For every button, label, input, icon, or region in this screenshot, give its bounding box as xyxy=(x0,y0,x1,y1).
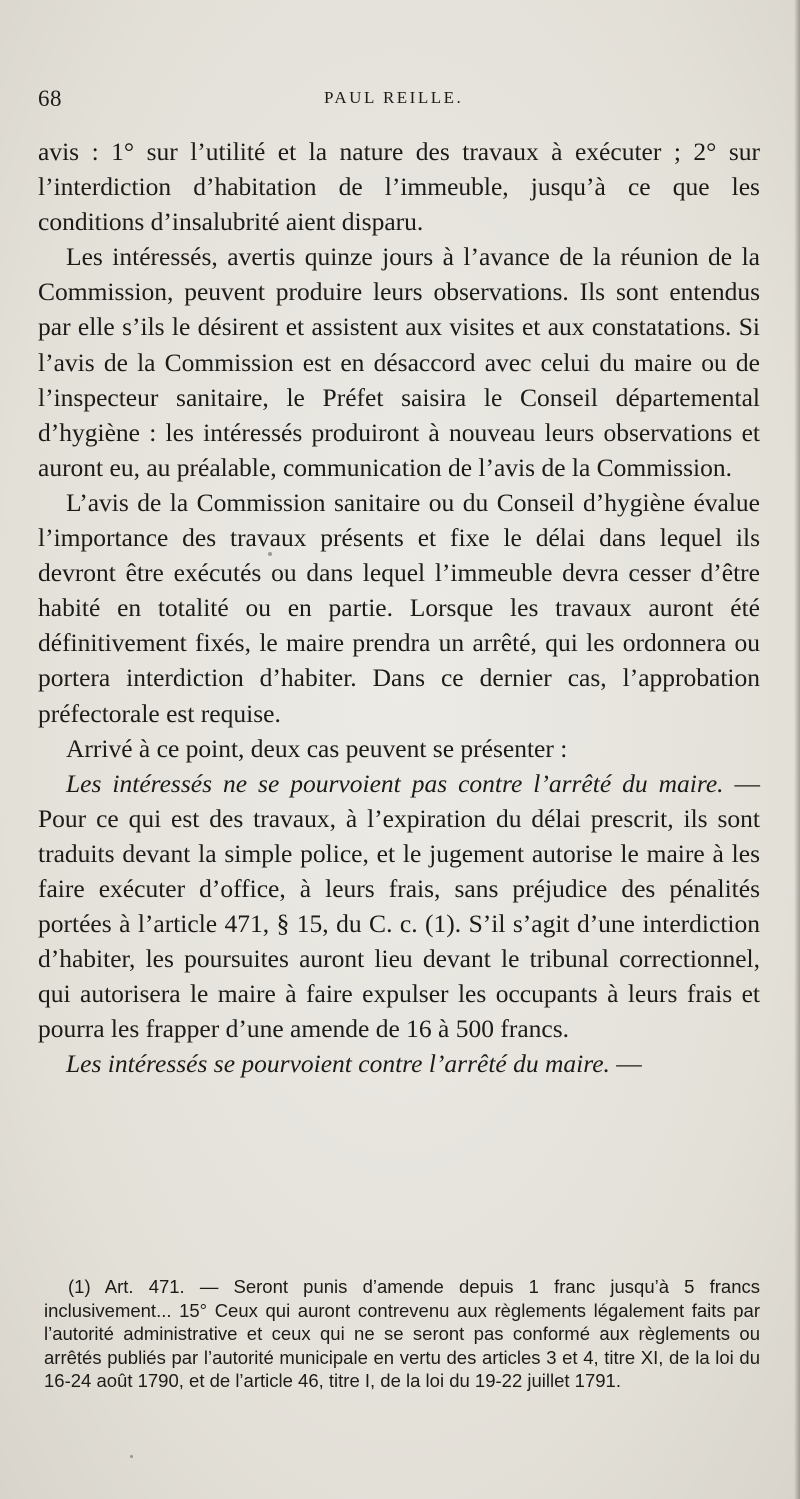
paragraph-6 xyxy=(38,1046,760,1081)
footnotes xyxy=(44,1275,760,1393)
paragraph-6-text: — xyxy=(609,1049,642,1079)
page-header xyxy=(38,86,764,126)
paper-speck xyxy=(268,552,272,556)
paragraph-2: Les intéressés, avertis quinze jours à l’avance de la réunion de la Commission, peuvent produire leurs observations. Ils sont entendus par elle s’ils le désirent et assistent aux visites et aux constatations. Si l’avis de la Commission est en désaccord avec celui du maire ou de l’inspecteur sanitaire, le Préfet saisira le Conseil départemental d’hygiène : les intéressés produiront à nouveau leurs observations et auront eu, au préalable, communication de l’avis de la Commission. xyxy=(38,242,760,482)
running-head: PAUL REILLE. xyxy=(324,88,464,107)
paper-speck xyxy=(130,1455,133,1458)
case-heading-1: Les intéressés ne se pourvoient pas contre l’arrêté du maire. xyxy=(66,768,724,798)
paragraph-4: Arrivé à ce point, deux cas peuvent se présenter : xyxy=(66,733,568,763)
body-text xyxy=(38,134,760,1082)
paragraph-5 xyxy=(38,766,760,1047)
paragraph-5-text: — Pour ce qui est des travaux, à l’expiration du délai prescrit, ils sont traduits devant la simple police, et le jugement autorise le maire à les faire exécuter d’office, à leurs frais, sans préjudice des pénalités portées à l’article 471, § 15, du C. c. (1). S’il s’agit d’une interdiction d’habiter, les poursuites auront lieu devant le tribunal correctionnel, qui autorisera le maire à faire expulser les occupants à leurs frais et pourra les frapper d’une amende de 16 à 500 francs. xyxy=(38,768,761,1044)
page-edge-shadow xyxy=(794,0,800,1499)
footnote-1: (1) Art. 471. — Seront punis d’amende depuis 1 franc jusqu’à 5 francs inclusivement... 15° Ceux qui auront contrevenu aux règlements légalement faits par l’autorité administrative et ceux qui ne se seront pas conformé aux règlements ou arrêtés publiés par l’autorité municipale en vertu des articles 3 et 4, titre XI, de la loi du 16-24 août 1790, et de l’article 46, titre I, de la loi du 19-22 juillet 1791. xyxy=(44,1276,760,1392)
page-number: 68 xyxy=(38,86,62,111)
paragraph-1: avis : 1° sur l’utilité et la nature des travaux à exécuter ; 2° sur l’interdiction d’habitation de l’immeuble, jusqu’à ce que les conditions d’insalubrité aient disparu. xyxy=(38,137,760,237)
case-heading-2: Les intéressés se pourvoient contre l’arrêté du maire. xyxy=(66,1049,610,1079)
paragraph-3: L’avis de la Commission sanitaire ou du Conseil d’hygiène évalue l’importance des travaux présents et fixe le délai dans lequel ils devront être exécutés ou dans lequel l’immeuble devra cesser d’être habité en totalité ou en partie. Lorsque les travaux auront été définitivement fixés, le maire prendra un arrêté, qui les ordonnera ou portera interdiction d’habiter. Dans ce dernier cas, l’approbation préfectorale est requise. xyxy=(38,487,760,728)
